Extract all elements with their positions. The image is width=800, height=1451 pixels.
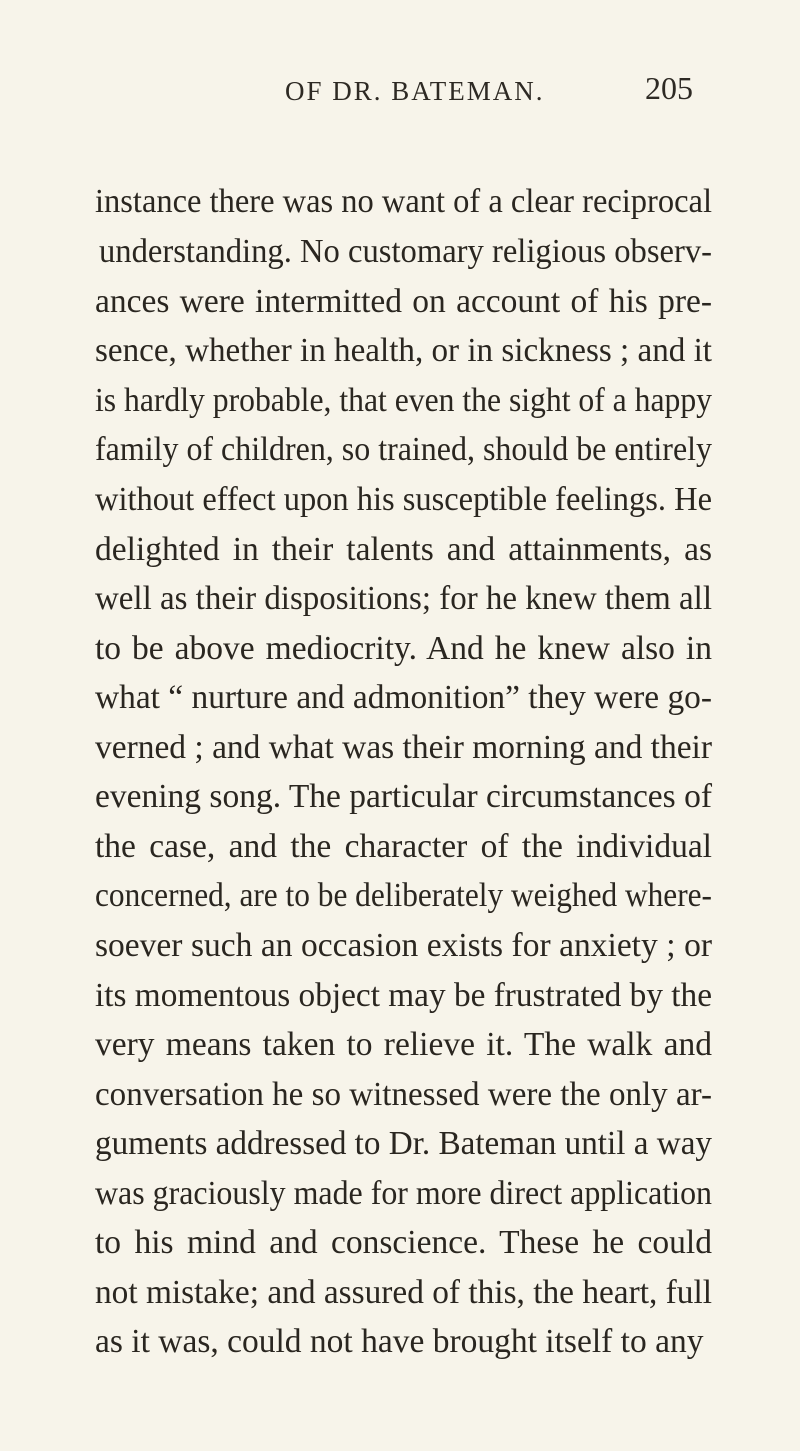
- text-line: sence, whether in health, or in sickness ; and it: [95, 332, 712, 369]
- text-line: the case, and the character of the individual: [95, 828, 712, 865]
- text-line: well as their dispositions; for he knew them all: [95, 580, 712, 617]
- text-line: to his mind and conscience. These he could: [95, 1224, 712, 1261]
- text-line: concerned, are to be deliberately weighed where-: [95, 877, 712, 914]
- page-number: 205: [645, 70, 693, 106]
- text-line: what “ nurture and admonition” they were go-: [95, 679, 712, 716]
- text-line: its momentous object may be frustrated by the: [95, 977, 712, 1014]
- text-line: very means taken to relieve it. The walk and: [95, 1026, 712, 1063]
- text-line: evening song. The particular circumstances of: [95, 778, 712, 815]
- running-head: OF DR. BATEMAN.: [285, 76, 545, 106]
- text-line: family of children, so trained, should be entirely: [95, 431, 712, 468]
- text-line: not mistake; and assured of this, the heart, full: [95, 1274, 712, 1311]
- text-line: is hardly probable, that even the sight of a happy: [95, 382, 712, 419]
- text-line: without effect upon his susceptible feelings. He: [95, 481, 712, 518]
- text-line: instance there was no want of a clear reciprocal: [95, 183, 712, 220]
- text-line: as it was, could not have brought itself to any: [95, 1323, 704, 1360]
- text-line: to be above mediocrity. And he knew also in: [95, 630, 712, 667]
- text-line: understanding. No customary religious observ-: [99, 233, 712, 270]
- text-line: was graciously made for more direct application: [95, 1175, 712, 1212]
- text-line: conversation he so witnessed were the only ar-: [95, 1076, 712, 1113]
- text-line: delighted in their talents and attainments, as: [95, 531, 712, 568]
- text-line: verned ; and what was their morning and their: [95, 729, 712, 766]
- text-line: guments addressed to Dr. Bateman until a way: [95, 1125, 712, 1162]
- text-line: ances were intermitted on account of his pre-: [95, 283, 712, 320]
- text-line: soever such an occasion exists for anxiety ; or: [95, 927, 712, 964]
